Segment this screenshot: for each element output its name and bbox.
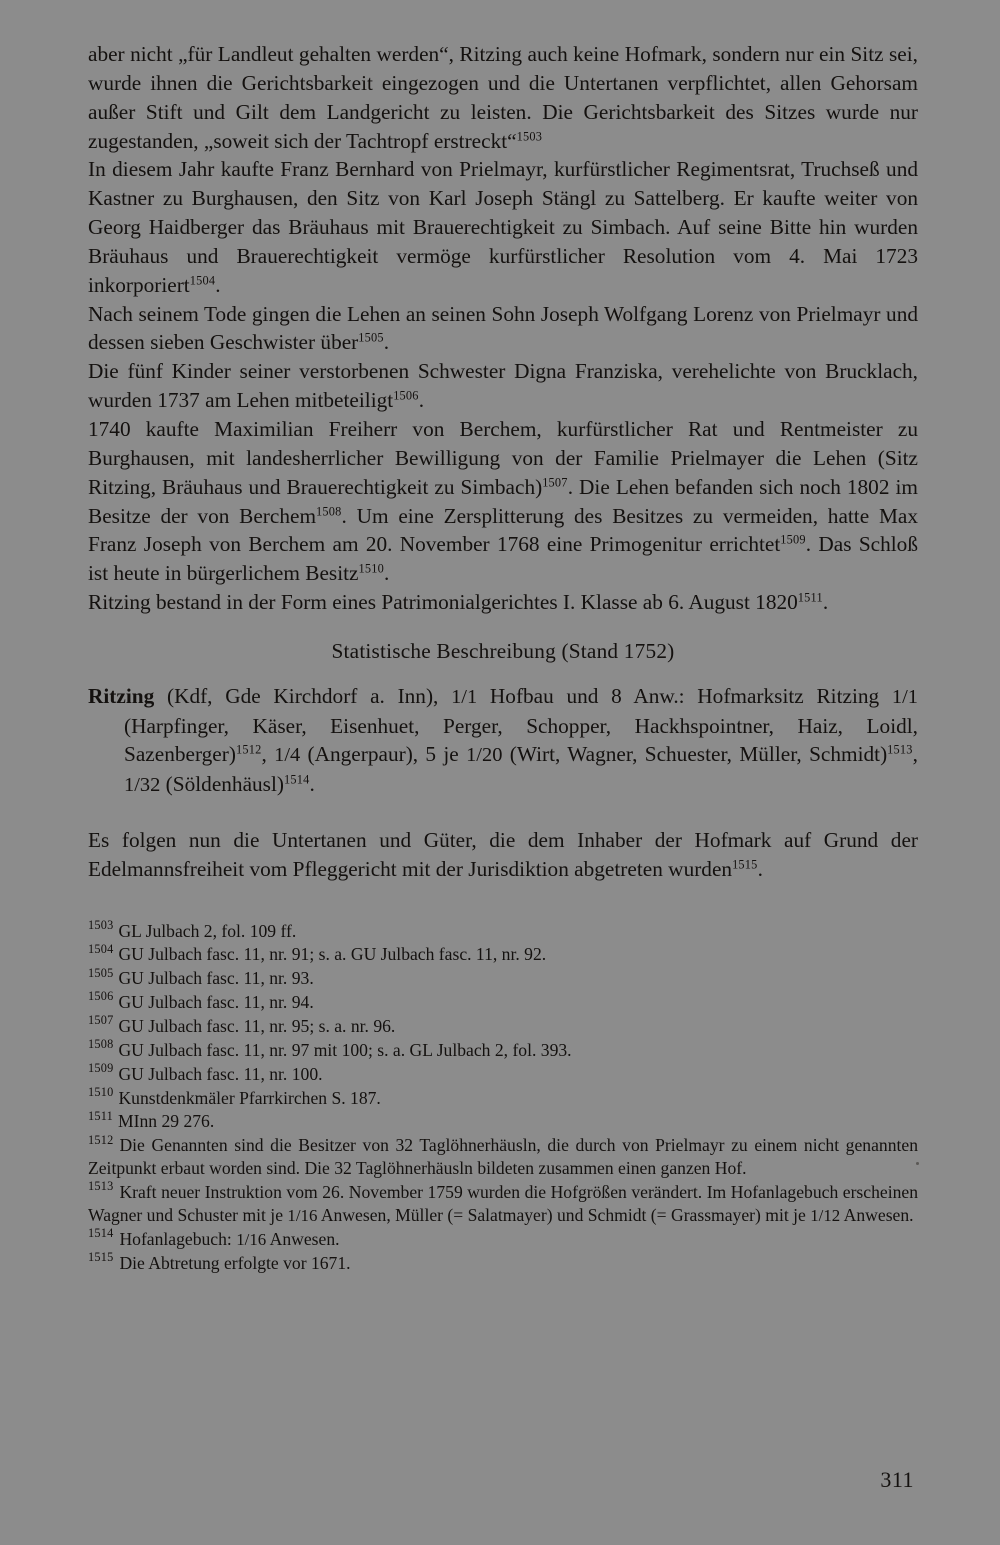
footnote-text: GU Julbach fasc. 11, nr. 93. — [118, 968, 314, 989]
footnote-fraction-1: 1/16 — [287, 1205, 318, 1225]
footnote-text: Die Genannten sind die Besitzer von 32 Taglöhnerhäusln, die durch von Prielmayr zu einem nicht genannten Zeitpunkt erbaut worden sind. Die 32 Taglöhnerhäusln bildeten zusammen einen ganzen Hof. — [88, 1135, 918, 1179]
footnote-text: Kunstdenkmäler Pfarrkirchen S. 187. — [118, 1087, 381, 1108]
footnote-1513 — [88, 1181, 918, 1227]
paragraph-3-tail: . — [383, 330, 390, 355]
paragraph-6-tail: . — [822, 590, 829, 615]
entry-seg-1: (Kdf, Gde Kirchdorf a. Inn), — [154, 683, 452, 708]
footnote-1506 — [88, 991, 918, 1014]
entry-fraction-4: 1/20 — [466, 744, 503, 767]
footnote-ref-1509: 1509 — [780, 532, 806, 547]
footnote-number: 1511 — [88, 1108, 113, 1123]
footnote-ref-1515: 1515 — [732, 857, 758, 872]
footnote-number: 1508 — [88, 1037, 114, 1052]
footnote-text: GU Julbach fasc. 11, nr. 95; s. a. nr. 96. — [118, 1015, 396, 1036]
footnote-ref-1506: 1506 — [393, 388, 419, 403]
closing-paragraph-block — [88, 826, 918, 884]
footnote-ref-1512: 1512 — [235, 742, 262, 757]
footnote-1510 — [88, 1084, 918, 1110]
footnote-text: GU Julbach fasc. 11, nr. 100. — [118, 1063, 323, 1084]
footnote-1505 — [88, 967, 918, 990]
footnote-number: 1506 — [88, 989, 114, 1004]
footnote-ref-1510: 1510 — [358, 561, 384, 576]
closing-tail: . — [757, 856, 763, 881]
entry-seg-2: Hofbau und 8 Anw.: Hofmarksitz Ritzing — [477, 683, 892, 708]
footnote-fraction-2: 1/12 — [810, 1205, 841, 1225]
footnote-1504 — [88, 943, 918, 966]
footnote-text: Die Abtretung erfolgte vor 1671. — [119, 1252, 351, 1273]
section-heading: Statistische Beschreibung (Stand 1752) — [331, 638, 675, 663]
paragraph-4-text: Die fünf Kinder seiner verstorbenen Schwester Digna Franziska, verehelichte von Brucklach, wurden 1737 am Lehen mitbeteiligt — [88, 359, 918, 413]
footnote-seg-2: Anwesen. — [266, 1228, 340, 1249]
footnote-text: GL Julbach 2, fol. 109 ff. — [118, 920, 297, 941]
paragraph-1 — [88, 40, 918, 155]
footnote-1514 — [88, 1228, 918, 1251]
footnote-1508 — [88, 1039, 918, 1062]
footnote-seg-1: Hofanlagebuch: — [119, 1228, 237, 1249]
footnote-number: 1509 — [88, 1061, 114, 1076]
entry-seg-4: , — [261, 742, 275, 767]
footnote-ref-1514: 1514 — [283, 772, 310, 787]
paragraph-3 — [88, 300, 918, 358]
footnotes-block — [88, 917, 918, 1275]
paragraph-5-seg-2: . Die Lehen befanden sich noch 1802 im Besitze der von Berchem — [88, 474, 918, 528]
paragraph-1-text: aber nicht „für Landleut gehalten werden“, Ritzing auch keine Hofmark, sondern nur ein Sitz sei, wurde ihnen die Gerichtsbarkeit eingezogen und die Untertanen verpflichtet, allen Gehorsam außer Stift und Gilt dem Landgericht zu leisten. Die Gerichtsbarkeit des Sitzes wurde nur zugestanden, „soweit sich der Tachtropf erstreckt“ — [88, 42, 918, 153]
footnote-text: GU Julbach fasc. 11, nr. 91; s. a. GU Julbach fasc. 11, nr. 92. — [118, 944, 547, 965]
footnote-number: 1505 — [88, 965, 114, 980]
paragraph-4 — [88, 357, 918, 415]
footnote-text: GU Julbach fasc. 11, nr. 94. — [118, 992, 314, 1013]
entry-seg-7: , — [912, 742, 918, 767]
footnote-ref-1511: 1511 — [797, 590, 823, 605]
paragraph-5-seg-4: . Das Schloß ist heute in bürgerlichem Besitz — [88, 532, 918, 586]
closing-text: Es folgen nun die Untertanen und Güter, die dem Inhaber der Hofmark auf Grund der Edelmannsfreiheit vom Pfleggericht mit der Jurisdiktion abgetreten wurden — [88, 827, 918, 881]
page-speck — [916, 1162, 919, 1165]
footnote-fraction-1: 1/16 — [236, 1229, 267, 1249]
paragraph-3-text: Nach seinem Tode gingen die Lehen an seinen Sohn Joseph Wolfgang Lorenz von Prielmayr und dessen sieben Geschwister über — [88, 301, 918, 355]
paragraph-4-tail: . — [418, 388, 425, 413]
paragraph-5 — [88, 415, 918, 588]
footnote-seg-2: Anwesen, Müller (= Salatmayer) und Schmidt (= Grassmayer) mit je — [317, 1204, 811, 1225]
entry-fraction-3: 1/4 — [274, 744, 301, 767]
footnote-seg-3: Anwesen. — [840, 1204, 914, 1225]
footnote-ref-1505: 1505 — [358, 330, 384, 345]
entry-seg-5: (Angerpaur), 5 je — [300, 742, 467, 767]
entry-seg-3: (Harpfinger, Käser, Eisenhuet, Perger, Schopper, Hackhspointner, Haiz, Loidl, Sazenberger) — [124, 713, 918, 767]
entry-lemma: Ritzing — [88, 683, 155, 708]
footnote-1515 — [88, 1252, 918, 1275]
footnote-ref-1513: 1513 — [887, 742, 913, 757]
footnote-number: 1514 — [88, 1226, 114, 1241]
footnote-1507 — [88, 1015, 918, 1038]
entry-seg-9: . — [309, 772, 315, 797]
footnote-1509 — [88, 1063, 918, 1086]
footnote-1503 — [88, 917, 918, 943]
footnote-seg-1: Kraft neuer Instruktion vom 26. November 1759 wurden die Hofgrößen verändert. Im Hofanlagebuch erscheinen Wagner und Schuster mit je — [88, 1181, 918, 1225]
footnote-ref-1507: 1507 — [542, 475, 568, 489]
closing-paragraph — [88, 826, 918, 884]
footnote-ref-1504: 1504 — [189, 273, 216, 288]
footnote-number: 1515 — [88, 1250, 114, 1265]
footnote-number: 1512 — [88, 1132, 114, 1147]
entry-fraction-5: 1/32 — [124, 774, 161, 797]
footnote-ref-1508: 1508 — [316, 503, 342, 518]
footnote-number: 1504 — [88, 941, 114, 956]
paragraph-6-text: Ritzing bestand in der Form eines Patrimonialgerichtes I. Klasse ab 6. August 1820 — [88, 590, 798, 615]
paragraph-2-tail: . — [215, 272, 221, 297]
page-number: 311 — [880, 1467, 914, 1492]
entry-seg-6: (Wirt, Wagner, Schuester, Müller, Schmidt) — [502, 742, 888, 767]
entry-fraction-1: 1/1 — [451, 685, 478, 708]
footnote-number: 1503 — [88, 917, 114, 932]
footnote-1511 — [88, 1110, 918, 1133]
paragraph-6 — [88, 588, 918, 617]
footnote-number: 1513 — [88, 1179, 114, 1194]
main-text-block — [88, 40, 918, 617]
paragraph-2-text: In diesem Jahr kaufte Franz Bernhard von Prielmayr, kurfürstlicher Regimentsrat, Truchseß und Kastner zu Burghausen, den Sitz von Karl Joseph Stängl zu Sattelberg. Er kaufte weiter von Georg Haidberger das Bräuhaus mit Brauerechtigkeit zu Simbach. Auf seine Bitte hin wurden Bräuhaus und Brauerechtigkeit vermöge kurfürstlicher Resolution vom 4. Mai 1723 inkorporiert — [88, 157, 918, 297]
paragraph-5-seg-1: 1740 kaufte Maximilian Freiherr von Berchem, kurfürstlicher Rat und Rentmeister zu Burghausen, mit landesherrlicher Bewilligung von der Familie Prielmayer die Lehen (Sitz Ritzing, Bräuhaus und Brauerechtigkeit zu Simbach) — [88, 416, 918, 499]
entry-fraction-2: 1/1 — [891, 685, 918, 708]
entry-seg-8: (Söldenhäusl) — [160, 772, 284, 797]
footnote-number: 1510 — [88, 1084, 114, 1099]
footnote-text: MInn 29 276. — [117, 1111, 215, 1132]
paragraph-5-seg-5: . — [384, 561, 390, 586]
footnote-ref-1503: 1503 — [516, 128, 543, 143]
gazetteer-entry-ritzing — [88, 682, 918, 800]
paragraph-2 — [88, 155, 918, 299]
paragraph-5-seg-3: . Um eine Zersplitterung des Besitzes zu vermeiden, hatte Max Franz Joseph von Berchem am 20. November 1768 eine Primogenitur errichtet — [88, 503, 918, 557]
footnote-number: 1507 — [88, 1013, 114, 1028]
footnote-text: GU Julbach fasc. 11, nr. 97 mit 100; s. a. GL Julbach 2, fol. 393. — [118, 1039, 572, 1060]
footnote-1512 — [88, 1134, 918, 1180]
